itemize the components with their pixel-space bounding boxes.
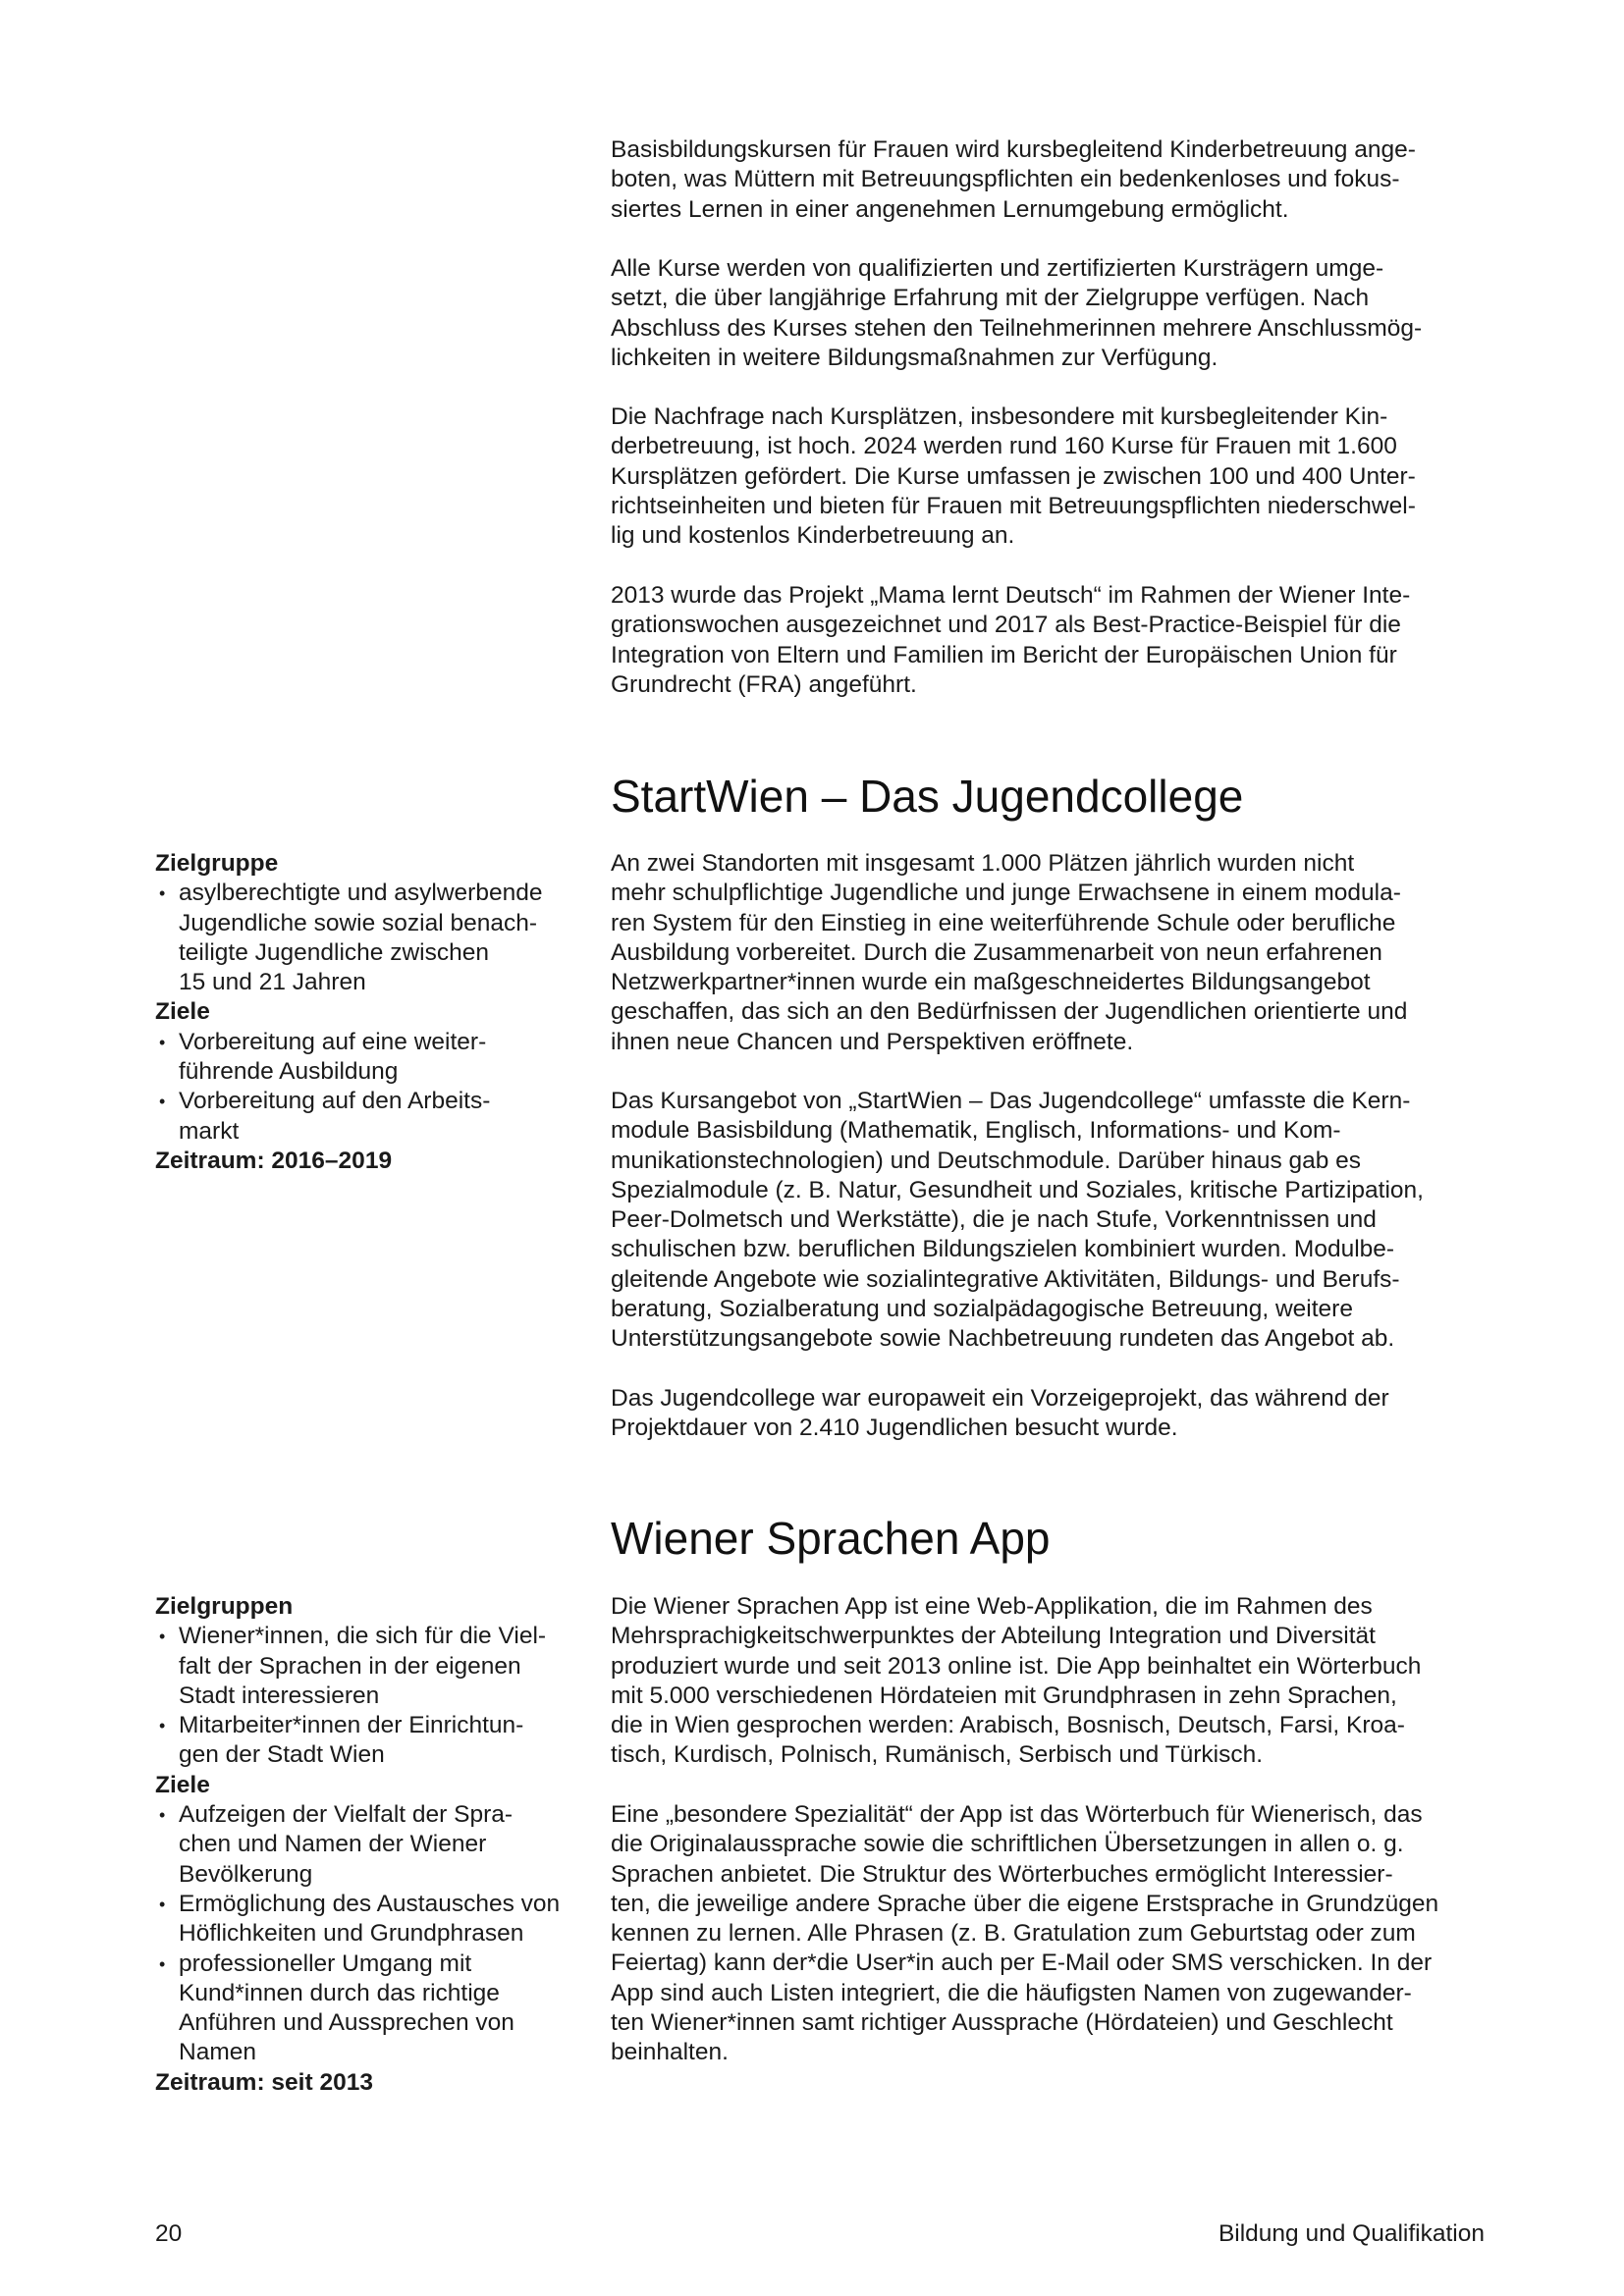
ziele-title: Ziele [155, 1771, 210, 1798]
zeitraum-label: Zeitraum: 2016–2019 [155, 1147, 393, 1174]
intro-paragraph-4: 2013 wurde das Projekt „Mama lernt Deutsch“ im Rahmen der Wiener Inte- grationswochen ausgezeichnet und 2017 als Best-Practice-Beispiel für die Integration von Eltern und Familien im Bericht der Europäischen Union für Grundrecht (FRA) angeführt. [611, 582, 1411, 698]
zielgruppen-list [155, 1622, 577, 1770]
intro-paragraph-2: Alle Kurse werden von qualifizierten und zertifizierten Kursträgern umge- setzt, die über langjährige Erfahrung mit der Zielgruppe verfügen. Nach Abschluss des Kurses stehen den Teilnehmerinnen mehrere Anschlussmög- lichkeiten in weitere Bildungsmaßnahmen zur Verfügung. [611, 255, 1423, 371]
list-item: • Vorbereitung auf den Arbeits- markt [155, 1087, 577, 1147]
zielgruppe-list [155, 879, 577, 997]
intro-paragraph-1: Basisbildungskursen für Frauen wird kursbegleitend Kinderbetreuung ange- boten, was Müttern mit Betreuungspflichten ein bedenkenloses und fokus- siertes Lernen in einer angenehmen Lernumgebung ermöglicht. [611, 136, 1416, 223]
app-paragraph-2: Eine „besondere Spezialität“ der App ist das Wörterbuch für Wienerisch, das die Originalaussprache sowie die schriftlichen Übersetzungen in allen o. g. Sprachen anbietet. Die Struktur des Wörterbuches ermöglicht Interessier- ten, die jeweilige andere Sprache über die eigene Erstsprache in Grundzügen kennen zu lernen. Alle Phrasen (z. B. Gratulation zum Geburtstag oder zum Feiertag) kann der*die User*in auch per E-Mail oder SMS verschicken. In der App sind auch Listen integriert, die die häufigsten Namen von zugewander- ten Wiener*innen samt richtiger Aussprache (Hördateien) und Geschlecht beinhalten. [611, 1801, 1439, 2066]
list-item: • Aufzeigen der Vielfalt der Spra- chen und Namen der Wiener Bevölkerung [155, 1800, 577, 1890]
app-heading: Wiener Sprachen App [611, 1513, 1051, 1564]
list-item: • asylberechtigte und asylwerbende Jugendliche sowie sozial benach- teiligte Jugendliche zwischen 15 und 21 Jahren [155, 879, 577, 997]
list-item: • Vorbereitung auf eine weiter- führende Ausbildung [155, 1028, 577, 1088]
app-paragraph-1: Die Wiener Sprachen App ist eine Web-Applikation, die im Rahmen des Mehrsprachigkeitschwerpunktes der Abteilung Integration und Diversität produziert wurde und seit 2013 online ist. Die App beinhaltet ein Wörterbuch mit 5.000 verschiedenen Hördateien mit Grundphrasen in zehn Sprachen, die in Wien gesprochen werden: Arabisch, Bosnisch, Deutsch, Farsi, Kroa- tisch, Kurdisch, Polnisch, Rumänisch, Serbisch und Türkisch. [611, 1593, 1422, 1769]
page-number: 20 [155, 2220, 183, 2247]
startwien-paragraph-3: Das Jugendcollege war europaweit ein Vorzeigeprojekt, das während der Projektdauer von 2.410 Jugendlichen besucht wurde. [611, 1385, 1389, 1442]
list-item: • Wiener*innen, die sich für die Viel- falt der Sprachen in der eigenen Stadt interessieren [155, 1622, 577, 1711]
app-sidebar [155, 1592, 577, 2098]
startwien-heading: StartWien – Das Jugendcollege [611, 771, 1244, 822]
ziele-list [155, 1028, 577, 1147]
startwien-paragraph-1: An zwei Standorten mit insgesamt 1.000 Plätzen jährlich wurden nicht mehr schulpflichtige Jugendliche und junge Erwachsene in einem modula- ren System für den Einstieg in eine weiterführende Schule oder berufliche Ausbildung vorbereitet. Durch die Zusammenarbeit von neun erfahrenen Netzwerkpartner*innen wurde ein maßgeschneidertes Bildungsangebot geschaffen, das sich an den Bedürfnissen der Jugendlichen orientierte und ihnen neue Chancen und Perspektiven eröffnete. [611, 850, 1408, 1055]
zielgruppen-title: Zielgruppen [155, 1593, 294, 1620]
list-item: • Ermöglichung des Austausches von Höflichkeiten und Grundphrasen [155, 1890, 577, 1949]
zielgruppe-title: Zielgruppe [155, 850, 279, 877]
zeitraum-label: Zeitraum: seit 2013 [155, 2068, 373, 2096]
ziele-list [155, 1800, 577, 2068]
footer-section-title: Bildung und Qualifikation [1218, 2220, 1485, 2247]
startwien-paragraph-2: Das Kursangebot von „StartWien – Das Jugendcollege“ umfasste die Kern- module Basisbildung (Mathematik, Englisch, Informations- und Kom- munikationstechnologien) und Deutschmodule. Darüber hinaus gab es Spezialmodule (z. B. Natur, Gesundheit und Soziales, kritische Partizipation, Peer-Dolmetsch und Werkstätte), die je nach Stufe, Vorkenntnissen und schulischen bzw. beruflichen Bildungszielen kombiniert wurden. Modulbe- gleitende Angebote wie sozialintegrative Aktivitäten, Bildungs- und Berufs- beratung, Sozialberatung und sozialpädagogische Betreuung, weitere Unterstützungsangebote sowie Nachbetreuung rundeten das Angebot ab. [611, 1088, 1424, 1353]
startwien-sidebar [155, 849, 577, 1176]
list-item: • Mitarbeiter*innen der Einrichtun- gen der Stadt Wien [155, 1711, 577, 1771]
intro-paragraph-3: Die Nachfrage nach Kursplätzen, insbesondere mit kursbegleitender Kin- derbetreuung, ist hoch. 2024 werden rund 160 Kurse für Frauen mit 1.600 Kursplätzen gefördert. Die Kurse umfassen je zwischen 100 und 400 Unter- richtseinheiten und bieten für Frauen mit Betreuungspflichten niederschwel- lig und kostenlos Kinderbetreuung an. [611, 403, 1416, 550]
ziele-title: Ziele [155, 998, 210, 1026]
list-item: • professioneller Umgang mit Kund*innen durch das richtige Anführen und Aussprechen von Namen [155, 1949, 577, 2068]
